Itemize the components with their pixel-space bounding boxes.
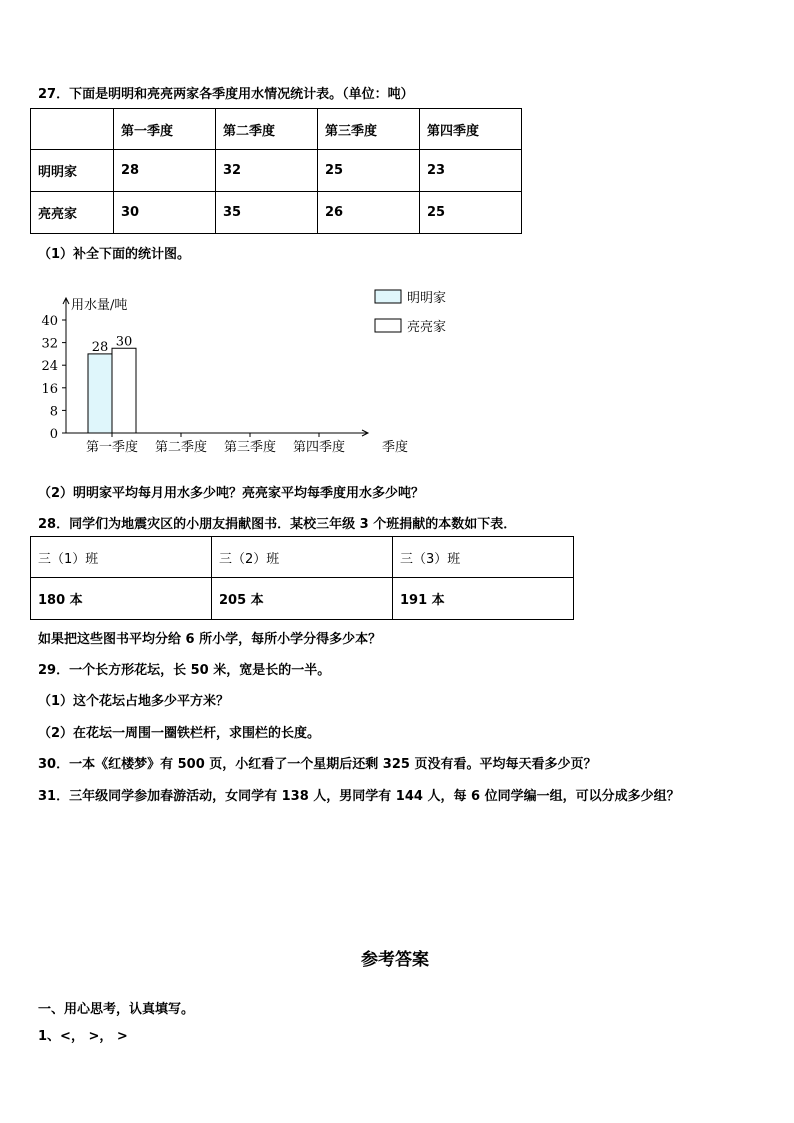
legend-swatch bbox=[375, 290, 401, 303]
q29-sub1: （1）这个花坛占地多少平方米？ bbox=[38, 694, 230, 709]
table-corner-cell bbox=[31, 109, 114, 150]
table-cell: 191 本 bbox=[393, 578, 574, 620]
table-header-cell: 三（1）班 bbox=[31, 537, 212, 578]
table-cell: 28 bbox=[114, 150, 216, 192]
table-header-row bbox=[31, 537, 574, 578]
legend-swatch bbox=[375, 319, 401, 332]
table-cell: 30 bbox=[114, 192, 216, 234]
answers-line1: 1、<， >， > bbox=[38, 1029, 128, 1044]
table-cell: 180 本 bbox=[31, 578, 212, 620]
table-header-cell: 第二季度 bbox=[216, 109, 318, 150]
y-tick-label: 24 bbox=[41, 359, 58, 375]
row-label: 亮亮家 bbox=[31, 192, 114, 234]
chart-bars bbox=[88, 348, 136, 433]
table-row bbox=[31, 150, 522, 192]
bar-series-1 bbox=[88, 354, 112, 433]
table-cell: 35 bbox=[216, 192, 318, 234]
bar-data-label: 28 bbox=[91, 339, 109, 355]
bar-series-2 bbox=[112, 348, 136, 433]
y-tick-label: 32 bbox=[41, 336, 58, 352]
q28-title: 28．同学们为地震灾区的小朋友捐献图书．某校三年级 3 个班捐献的本数如下表． bbox=[38, 517, 517, 532]
row-label: 明明家 bbox=[31, 150, 114, 192]
x-tick-label: 第一季度 bbox=[85, 440, 139, 455]
table-cell: 23 bbox=[420, 150, 522, 192]
table-header-cell: 第四季度 bbox=[420, 109, 522, 150]
x-tick-label: 第二季度 bbox=[154, 440, 208, 455]
table-cell: 25 bbox=[420, 192, 522, 234]
q27-sub1: （1）补全下面的统计图。 bbox=[38, 247, 191, 262]
chart-legend bbox=[375, 290, 446, 335]
y-tick-label: 0 bbox=[49, 427, 58, 442]
table-cell: 26 bbox=[318, 192, 420, 234]
legend-label: 明明家 bbox=[407, 291, 447, 306]
q27-sub2: （2）明明家平均每月用水多少吨？亮亮家平均每季度用水多少吨？ bbox=[38, 486, 425, 501]
y-axis-label: 用水量/吨 bbox=[71, 297, 128, 313]
x-tick-label: 第四季度 bbox=[292, 440, 346, 455]
x-axis-label: 季度 bbox=[382, 440, 409, 455]
table-row bbox=[31, 578, 574, 620]
q27-table bbox=[30, 108, 522, 234]
q28-question: 如果把这些图书平均分给 6 所小学，每所小学分得多少本？ bbox=[38, 632, 382, 647]
table-header-cell: 三（3）班 bbox=[393, 537, 574, 578]
y-tick-label: 8 bbox=[49, 404, 58, 420]
table-header-cell: 第一季度 bbox=[114, 109, 216, 150]
q29-title: 29．一个长方形花坛，长 50 米，宽是长的一半。 bbox=[38, 663, 331, 678]
q29-sub2: （2）在花坛一周围一圈铁栏杆，求围栏的长度。 bbox=[38, 726, 321, 741]
table-cell: 205 本 bbox=[212, 578, 393, 620]
legend-label: 亮亮家 bbox=[407, 320, 447, 335]
y-tick-label: 16 bbox=[41, 381, 58, 397]
x-tick-label: 第三季度 bbox=[223, 440, 277, 455]
table-row bbox=[31, 192, 522, 234]
answers-heading: 参考答案 bbox=[361, 950, 429, 970]
answers-section: 一、用心思考，认真填写。 bbox=[38, 1002, 195, 1017]
bar-data-label: 30 bbox=[115, 334, 133, 350]
y-tick-label: 40 bbox=[41, 314, 58, 329]
table-header-row bbox=[31, 109, 522, 150]
q30-text: 30．一本《红楼梦》有 500 页，小红看了一个星期后还剩 325 页没有看。平均每天看多少页？ bbox=[38, 757, 597, 772]
q28-table bbox=[30, 536, 574, 620]
q27-title: 27．下面是明明和亮亮两家各季度用水情况统计表。（单位：吨） bbox=[38, 87, 414, 102]
table-cell: 32 bbox=[216, 150, 318, 192]
table-cell: 25 bbox=[318, 150, 420, 192]
table-header-cell: 三（2）班 bbox=[212, 537, 393, 578]
q31-text: 31．三年级同学参加春游活动，女同学有 138 人，男同学有 144 人，每 6 位同学编一组，可以分成多少组？ bbox=[38, 789, 680, 804]
bar-chart bbox=[30, 278, 470, 463]
table-header-cell: 第三季度 bbox=[318, 109, 420, 150]
